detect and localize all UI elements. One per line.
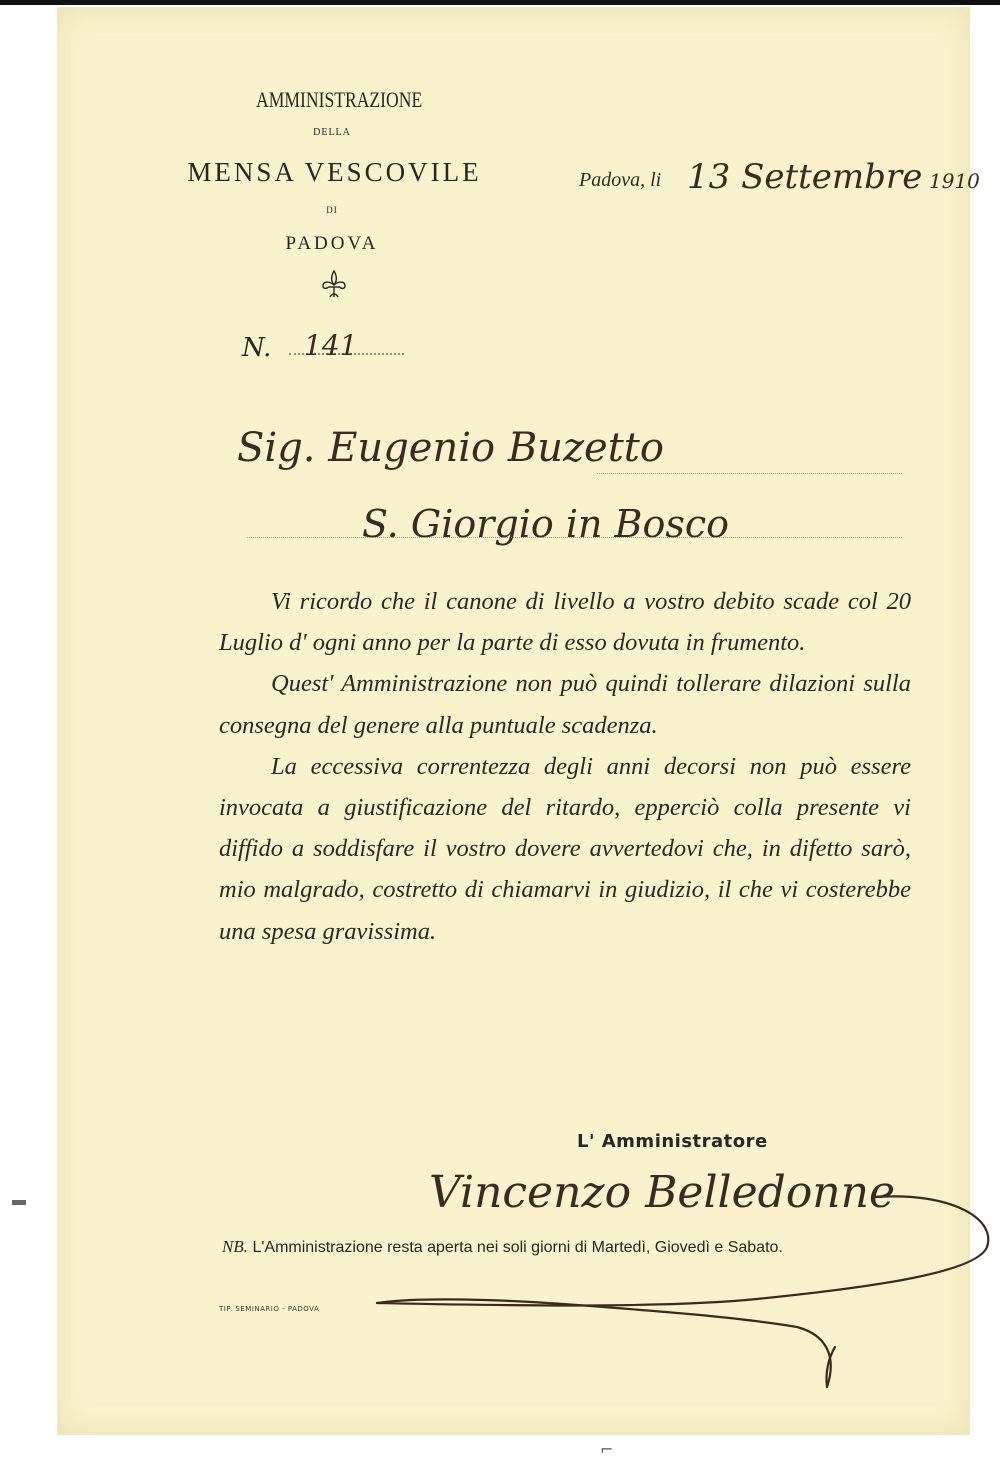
letterhead-line-3: MENSA VESCOVILE [187,157,482,187]
letter-body [219,581,911,952]
addressee-dotted-line-2 [247,537,902,538]
dateline-handwritten-date: 13 Settembre [687,157,923,197]
addressee-dotted-line-1 [597,473,902,474]
closing-title: L' Amministratore [577,1131,768,1152]
body-paragraph-3: La eccessiva correntezza degli anni decorsi non può essere invocata a giustificazione del ritardo, epperciò colla presente vi diffido a soddisfare il vostro dovere avvertedovi che, in difetto sarò, mio malgrado, costretto di chiamarvi in giudizio, il che vi costerebbe una spesa gravissima. [219,752,911,945]
note-label: NB. [222,1237,248,1256]
letterhead-line-5: PADOVA [285,233,379,254]
dateline-printed: Padova, li [579,169,662,191]
top-border [0,0,1000,5]
protocol-label: N. [242,333,272,363]
scan-bottom-mark: ⌐ [600,1440,614,1459]
letter-sheet [57,7,980,1435]
signature: Vincenzo Belledonne [429,1167,896,1218]
fleur-de-lis-icon [319,269,349,301]
body-paragraph-1: Vi ricordo che il canone di livello a vostro debito scade col 20 Luglio d' ogni anno per la parte di esso dovuta in frumento. [219,588,911,657]
note-text: L'Amministrazione resta aperta nei soli giorni di Martedì, Giovedì e Sabato. [252,1239,783,1256]
printer-credit: TIP. SEMINARIO - PADOVA [219,1305,320,1313]
addressee-name: Sig. Eugenio Buzetto [237,425,664,471]
body-paragraph-2: Quest' Amministrazione non può quindi tollerare dilazioni sulla consegna del genere alla puntuale scadenza. [219,670,911,739]
scan-edge-mark [12,1200,26,1205]
dateline-handwritten-year: 1910 [929,169,980,193]
note [222,1233,912,1261]
addressee-place: S. Giorgio in Bosco [362,502,729,546]
letterhead-line-2: DELLA [313,127,351,138]
letterhead-line-4: DI [326,205,338,215]
protocol-number: 141 [304,329,358,362]
letterhead-line-1: AMMINISTRAZIONE [256,87,423,112]
signature-flourish [357,1187,1000,1397]
